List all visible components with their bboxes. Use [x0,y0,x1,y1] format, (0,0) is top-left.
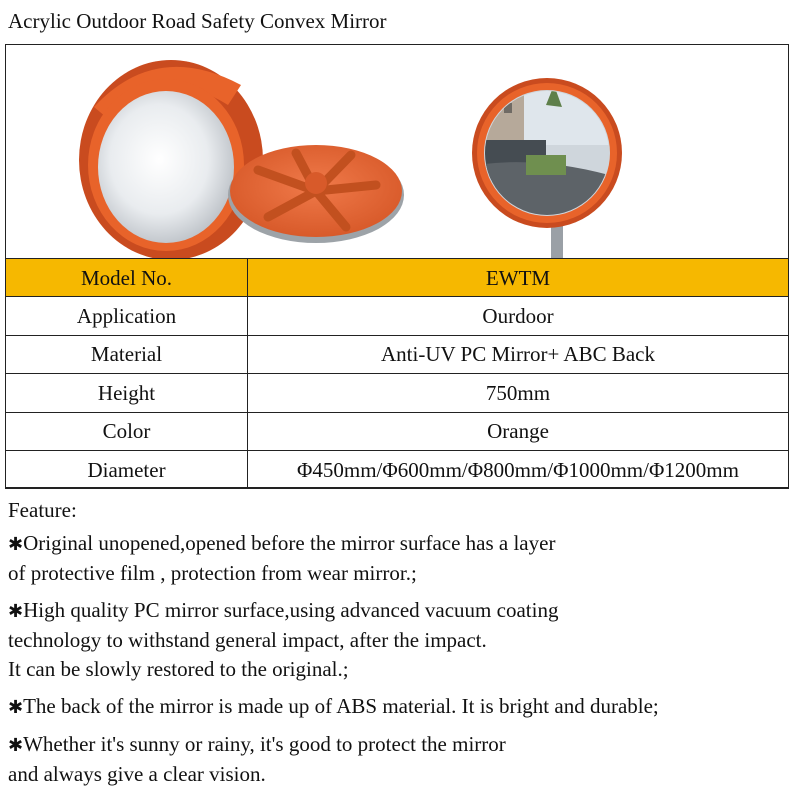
model-value: EWTM [248,259,789,297]
asterisk-icon: ✱ [8,735,24,756]
application-value: Ourdoor [248,297,789,335]
asterisk-icon: ✱ [8,534,24,555]
table-row-color [6,412,789,450]
application-label: Application [6,297,248,335]
feature-text: Whether it's sunny or rainy, it's good to protect the mirror [23,732,506,756]
mounted-mirror-image [472,78,626,259]
feature-text: of protective film , protection from wear mirror.; [8,561,417,585]
feature-text: The back of the mirror is made up of ABS material. It is bright and durable; [23,694,659,718]
table-row-height [6,374,789,412]
feature-item [8,730,793,789]
color-value: Orange [248,412,789,450]
mirror-back-image [228,145,404,243]
asterisk-icon: ✱ [8,601,24,622]
feature-heading: Feature: [8,498,77,522]
diameter-value: Φ450mm/Φ600mm/Φ800mm/Φ1000mm/Φ1200mm [248,450,789,488]
feature-item [8,529,793,588]
table-row-diameter [6,450,789,488]
model-label: Model No. [6,259,248,297]
feature-text: technology to withstand general impact, after the impact. [8,628,487,652]
color-label: Color [6,412,248,450]
product-photos-svg [6,45,788,259]
feature-text: and always give a clear vision. [8,762,266,786]
product-photos [6,45,788,259]
feature-item [8,692,793,722]
page-title: Acrylic Outdoor Road Safety Convex Mirror [8,9,387,33]
material-label: Material [6,335,248,373]
table-row-material [6,335,789,373]
height-label: Height [6,374,248,412]
table-row-model [6,259,789,297]
spec-table [5,258,789,489]
mirror-front-image [79,60,263,259]
feature-item [8,596,793,684]
feature-text: It can be slowly restored to the original.; [8,657,349,681]
height-value: 750mm [248,374,789,412]
feature-text: Original unopened,opened before the mirror surface has a layer [23,531,556,555]
feature-text: High quality PC mirror surface,using advanced vacuum coating [23,598,559,622]
product-spec-panel [5,44,789,488]
material-value: Anti-UV PC Mirror+ ABC Back [248,335,789,373]
feature-section [8,496,793,789]
diameter-label: Diameter [6,450,248,488]
table-row-application [6,297,789,335]
asterisk-icon: ✱ [8,697,24,718]
